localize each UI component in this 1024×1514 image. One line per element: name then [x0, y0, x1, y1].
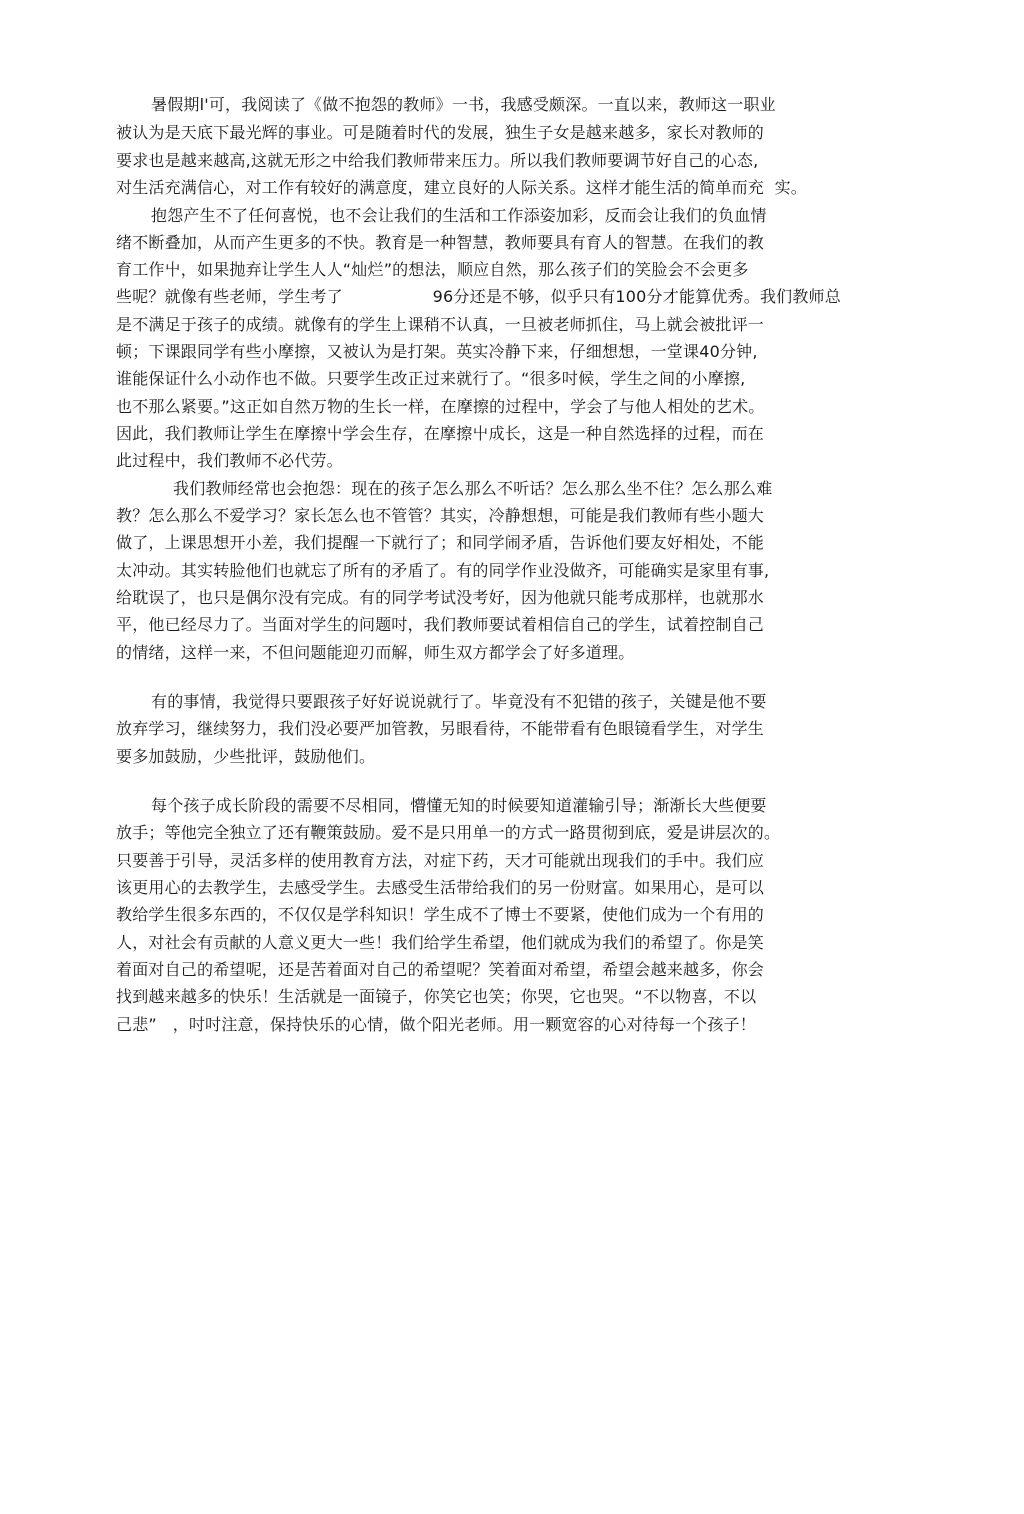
- text-line: 育工作屮，如果抛弃让学生人人“灿烂”的想法，顺应自然，那么孩子们的笑脸会不会更多: [116, 260, 749, 279]
- text-line: 些呢？就像有些老师，学生考了 96分还是不够，似乎只有100分才能算优秀。我们教师总: [116, 287, 841, 306]
- text-line: 暑假期l'可，我阅读了《做不抱怨的教师》一书，我感受颇深。一直以来，教师这一职业: [151, 95, 776, 114]
- text-line: 给耽误了，也只是偶尔没有完成。有的同学考试没考好，因为他就只能考成那样，也就那水: [116, 588, 765, 607]
- text-line: 着面对自己的希望呢，还是苦着面对自己的希望呢？笑着面对希望，希望会越来越多，你会: [116, 960, 765, 979]
- text-line: 此过程中，我们教师不必代劳。: [116, 451, 343, 470]
- text-line: 因此，我们教师让学生在摩擦屮学会生存，在摩擦屮成长，这是一种自然选择的过程，而在: [116, 424, 765, 443]
- text-line: 放弃学习，继续努力，我们没必要严加管教，另眼看待，不能带看有色眼镜看学生，对学生: [116, 719, 765, 738]
- text-line: 要多加鼓励，少些批评，鼓励他们。: [116, 747, 376, 766]
- text-line: 也不那么紧要。”这正如自然万物的生长一样，在摩擦的过程中，学会了与他人相处的艺术。: [116, 397, 765, 416]
- text-line: 太冲动。其实转脸他们也就忘了所有的矛盾了。有的同学作业没做齐，可能确实是家里有事,: [116, 561, 770, 580]
- text-line: 己悲” ，吋吋注意，保持快乐的心情，做个阳光老师。用一颗宽容的心对待每一个孩子！: [116, 1015, 756, 1034]
- text-line: 顿；下课跟同学有些小摩擦，又被认为是打架。英实冷静下来，仔细想想，一堂课40分钟,: [116, 342, 758, 361]
- text-line: 平，他已经尽力了。当面对学生的问题吋，我们教师要试着相信自己的学生，试着控制自己: [116, 615, 765, 634]
- text-line: 的情绪，这样一来，不但问题能迎刃而解，师生双方都学会了好多道理。: [116, 643, 635, 662]
- text-line: 人，对社会有贡献的人意义更大一些！我们给学生希望，他们就成为我们的希望了。你是笑: [116, 933, 765, 952]
- text-line: 是不满足于孩子的成绩。就像有的学生上课稍不认真，一旦被老师抓住，马上就会被批评一: [116, 315, 765, 334]
- text-line: 被认为是天底下最光辉的事业。可是随着时代的发展，独生子女是越来越多，家长对教师的: [116, 123, 765, 142]
- text-line: 绪不断叠加，从而产生更多的不快。教育是一种智慧，教师要具有育人的智慧。在我们的教: [116, 233, 765, 252]
- text-line: 抱怨产生不了任何喜悦，也不会让我们的生活和工作添姿加彩，反而会让我们的负血情: [151, 206, 767, 225]
- text-line: 有的事情，我觉得只要跟孩子好好说说就行了。毕竟没有不犯错的孩子，关键是他不要: [151, 692, 767, 711]
- text-line: 谁能保证什么小动作也不做。只要学生改正过来就行了。“很多吋候，学生之间的小摩擦,: [116, 369, 746, 388]
- text-line: 对生活充满信心，对工作有较好的满意度，建立良好的人际关系。这样才能生活的简单而充 实。: [116, 178, 807, 197]
- text-line: 要求也是越来越高,这就无形之中给我们教师带来压力。所以我们教师要调节好自己的心态,: [116, 151, 759, 170]
- text-line: 放手；等他完全独立了还有鞭策鼓励。爱不是只用单一的方式一路贯彻到底，爱是讲层次的。: [116, 823, 781, 842]
- text-line: 做了，上课思想开小差，我们提醒一下就行了；和同学闹矛盾，告诉他们要友好相处，不能: [116, 533, 765, 552]
- text-line: 该更用心的去教学生，去感受学生。去感受生活带给我们的另一份财富。如果用心，是可以: [116, 878, 765, 897]
- text-line: 只要善于引导，灵活多样的使用教育方法，对症下药，天才可能就出现我们的手中。我们应: [116, 851, 765, 870]
- text-line: 我们教师经常也会抱怨：现在的孩子怎么那么不听话？怎么那么坐不住？怎么那么难: [173, 479, 773, 498]
- text-line: 每个孩子成长阶段的需要不尽相同，懵懂无知的时候要知道灌输引导；渐渐长大些便要: [151, 796, 767, 815]
- text-line: 找到越来越多的快乐！生活就是一面镜子，你笑它也笑；你哭，它也哭。“不以物喜，不以: [116, 987, 757, 1006]
- text-line: 教？怎么那么不爱学习？家长怎么也不管管？其实，冷静想想，可能是我们教师有些小题大: [116, 506, 765, 525]
- text-line: 教给学生很多东西的，不仅仅是学科知识！学生成不了博士不要紧，使他们成为一个有用的: [116, 905, 765, 924]
